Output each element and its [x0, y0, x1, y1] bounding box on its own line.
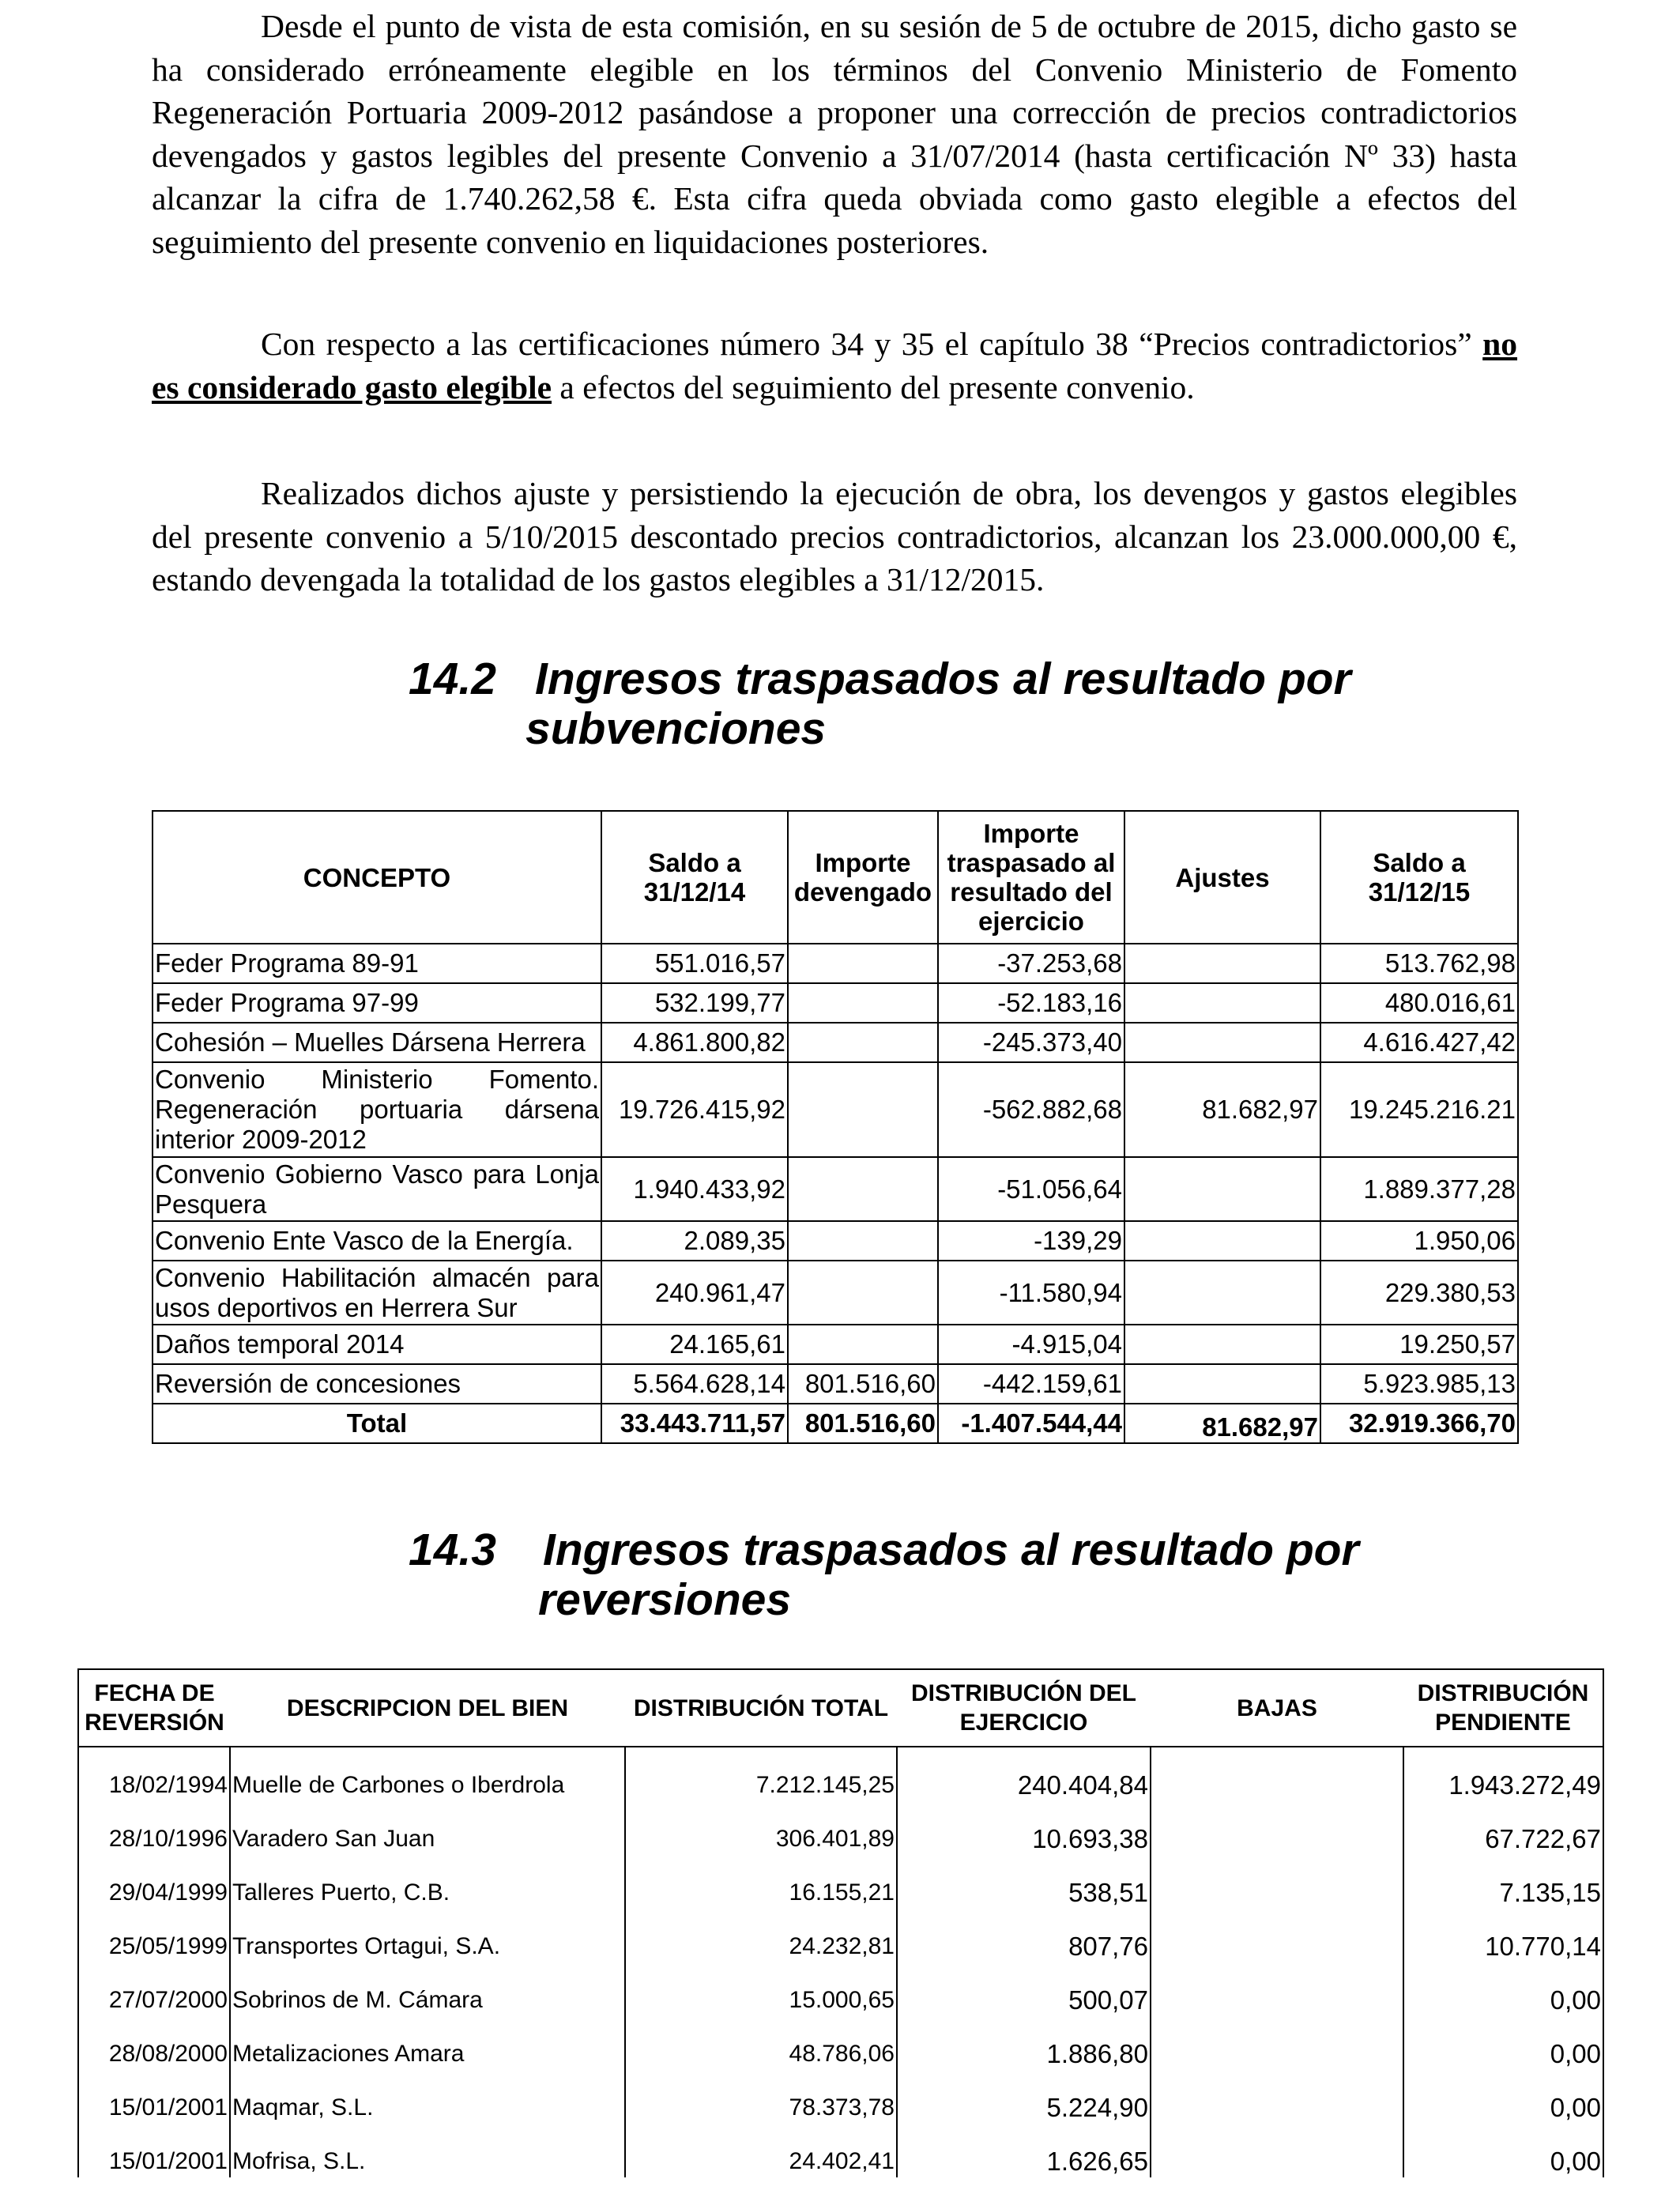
cell-total-saldo-14: 33.443.711,57	[601, 1404, 788, 1443]
table-row	[78, 1909, 1603, 1962]
header-importe-devengado: Importe devengado	[788, 811, 938, 944]
cell-saldo-14: 19.726.415,92	[601, 1062, 788, 1157]
cell-saldo-14: 4.861.800,82	[601, 1023, 788, 1062]
table-subvenciones	[152, 810, 1519, 1444]
cell-ajustes	[1124, 1364, 1320, 1404]
cell-devengado	[788, 1157, 938, 1221]
cell-distribucion-ejercicio: 5.224,90	[897, 2070, 1151, 2124]
header-fecha-reversion: FECHA DE REVERSIÓN	[78, 1669, 230, 1747]
cell-distribucion-pendiente: 0,00	[1403, 2016, 1603, 2070]
cell-distribucion-total: 15.000,65	[625, 1962, 897, 2016]
cell-saldo-15: 1.889.377,28	[1320, 1157, 1518, 1221]
cell-saldo-15: 229.380,53	[1320, 1261, 1518, 1325]
cell-fecha: 15/01/2001	[78, 2124, 230, 2177]
cell-saldo-15: 1.950,06	[1320, 1221, 1518, 1261]
cell-descripcion: Varadero San Juan	[230, 1801, 625, 1855]
section-heading-14-2: 14.2 Ingresos traspasados al resultado por subvenciones	[409, 654, 1351, 754]
cell-distribucion-total: 7.212.145,25	[625, 1747, 897, 1801]
cell-bajas	[1151, 2016, 1403, 2070]
cell-devengado	[788, 944, 938, 983]
cell-saldo-14: 551.016,57	[601, 944, 788, 983]
cell-distribucion-pendiente: 1.943.272,49	[1403, 1747, 1603, 1801]
cell-distribucion-pendiente: 67.722,67	[1403, 1801, 1603, 1855]
table-row	[153, 1325, 1518, 1364]
cell-fecha: 25/05/1999	[78, 1909, 230, 1962]
cell-saldo-14: 24.165,61	[601, 1325, 788, 1364]
cell-descripcion: Maqmar, S.L.	[230, 2070, 625, 2124]
cell-concepto: Feder Programa 97-99	[153, 983, 601, 1023]
table-row	[153, 1261, 1518, 1325]
cell-descripcion: Muelle de Carbones o Iberdrola	[230, 1747, 625, 1801]
cell-saldo-15: 5.923.985,13	[1320, 1364, 1518, 1404]
cell-traspasado: -52.183,16	[938, 983, 1124, 1023]
cell-bajas	[1151, 2070, 1403, 2124]
cell-fecha: 28/10/1996	[78, 1801, 230, 1855]
cell-distribucion-ejercicio: 240.404,84	[897, 1747, 1151, 1801]
underlined-not-eligible: no es considerado gasto elegible	[152, 326, 1518, 405]
cell-distribucion-pendiente: 10.770,14	[1403, 1909, 1603, 1962]
cell-concepto: Convenio Ente Vasco de la Energía.	[153, 1221, 601, 1261]
cell-saldo-14: 5.564.628,14	[601, 1364, 788, 1404]
cell-ajustes	[1124, 1261, 1320, 1325]
cell-saldo-14: 240.961,47	[601, 1261, 788, 1325]
cell-distribucion-total: 78.373,78	[625, 2070, 897, 2124]
cell-bajas	[1151, 1855, 1403, 1909]
cell-descripcion: Mofrisa, S.L.	[230, 2124, 625, 2177]
cell-distribucion-ejercicio: 1.886,80	[897, 2016, 1151, 2070]
cell-distribucion-ejercicio: 10.693,38	[897, 1801, 1151, 1855]
cell-bajas	[1151, 1962, 1403, 2016]
cell-total-ajustes: 81.682,97	[1124, 1404, 1320, 1443]
cell-ajustes	[1124, 1023, 1320, 1062]
cell-saldo-15: 19.250,57	[1320, 1325, 1518, 1364]
table-row	[78, 2016, 1603, 2070]
paragraph-adjustments: Realizados dichos ajuste y persistiendo la ejecución de obra, los devengos y gastos elegibles del presente convenio a 5/10/2015 descontado precios contradictorios, alcanzan los 23.000.000,00 €, estando devengada la totalidad de los gastos elegibles a 31/12/2015.	[152, 475, 1517, 598]
cell-distribucion-pendiente: 7.135,15	[1403, 1855, 1603, 1909]
cell-traspasado: -139,29	[938, 1221, 1124, 1261]
cell-traspasado: -245.373,40	[938, 1023, 1124, 1062]
cell-bajas	[1151, 1909, 1403, 1962]
cell-concepto: Daños temporal 2014	[153, 1325, 601, 1364]
table-row	[78, 1962, 1603, 2016]
cell-distribucion-ejercicio: 538,51	[897, 1855, 1151, 1909]
table-row	[153, 1062, 1518, 1157]
cell-traspasado: -11.580,94	[938, 1261, 1124, 1325]
cell-descripcion: Transportes Ortagui, S.A.	[230, 1909, 625, 1962]
header-saldo-15: Saldo a 31/12/15	[1320, 811, 1518, 944]
cell-total-traspasado: -1.407.544,44	[938, 1404, 1124, 1443]
cell-concepto: Reversión de concesiones	[153, 1364, 601, 1404]
cell-ajustes	[1124, 983, 1320, 1023]
cell-bajas	[1151, 1801, 1403, 1855]
header-distribucion-pendiente: DISTRIBUCIÓN PENDIENTE	[1403, 1669, 1603, 1747]
table-row	[78, 2070, 1603, 2124]
cell-total-label: Total	[153, 1404, 601, 1443]
table-row	[153, 983, 1518, 1023]
table-row	[78, 1747, 1603, 1801]
header-bajas: BAJAS	[1151, 1669, 1403, 1747]
cell-fecha: 28/08/2000	[78, 2016, 230, 2070]
table-row	[153, 1221, 1518, 1261]
header-ajustes: Ajustes	[1124, 811, 1320, 944]
cell-fecha: 18/02/1994	[78, 1747, 230, 1801]
cell-ajustes: 81.682,97	[1124, 1062, 1320, 1157]
cell-devengado	[788, 1221, 938, 1261]
section-heading-14-3: 14.3 Ingresos traspasados al resultado por reversiones	[409, 1525, 1359, 1625]
table-total-row	[153, 1404, 1518, 1443]
cell-devengado	[788, 1062, 938, 1157]
cell-devengado	[788, 1325, 938, 1364]
table-row	[153, 1364, 1518, 1404]
cell-distribucion-pendiente: 0,00	[1403, 1962, 1603, 2016]
cell-saldo-14: 532.199,77	[601, 983, 788, 1023]
table-row	[153, 944, 1518, 983]
paragraph-commission: Desde el punto de vista de esta comisión, en su sesión de 5 de octubre de 2015, dicho gasto se ha considerado erróneamente elegible en los términos del Convenio Ministerio de Fomento Regeneración Portuaria 2009-2012 pasándose a proponer una corrección de precios contradictorios devengados y gastos legibles del presente Convenio a 31/07/2014 (hasta certificación Nº 33) hasta alcanzar la cifra de 1.740.262,58 €. Esta cifra queda obviada como gasto elegible a efectos del seguimiento del presente convenio en liquidaciones posteriores.	[152, 8, 1517, 260]
table-row	[153, 1157, 1518, 1221]
cell-distribucion-ejercicio: 1.626,65	[897, 2124, 1151, 2177]
cell-devengado: 801.516,60	[788, 1364, 938, 1404]
cell-traspasado: -442.159,61	[938, 1364, 1124, 1404]
cell-concepto: Convenio Habilitación almacén para usos deportivos en Herrera Sur	[153, 1261, 601, 1325]
header-descripcion: DESCRIPCION DEL BIEN	[230, 1669, 625, 1747]
header-concepto: CONCEPTO	[153, 811, 601, 944]
cell-saldo-14: 2.089,35	[601, 1221, 788, 1261]
cell-bajas	[1151, 2124, 1403, 2177]
cell-distribucion-total: 24.402,41	[625, 2124, 897, 2177]
cell-descripcion: Talleres Puerto, C.B.	[230, 1855, 625, 1909]
table-reversiones	[77, 1668, 1604, 2177]
table-header-row	[78, 1669, 1603, 1747]
cell-distribucion-ejercicio: 500,07	[897, 1962, 1151, 2016]
cell-descripcion: Sobrinos de M. Cámara	[230, 1962, 625, 2016]
cell-distribucion-total: 16.155,21	[625, 1855, 897, 1909]
cell-saldo-15: 4.616.427,42	[1320, 1023, 1518, 1062]
cell-fecha: 15/01/2001	[78, 2070, 230, 2124]
paragraph-certifications: Con respecto a las certificaciones número 34 y 35 el capítulo 38 “Precios contradictorios” no es considerado gasto elegible a efectos del seguimiento del presente convenio.	[152, 326, 1518, 405]
table-row	[78, 2124, 1603, 2177]
table-row	[78, 1855, 1603, 1909]
cell-saldo-15: 19.245.216.21	[1320, 1062, 1518, 1157]
cell-saldo-15: 513.762,98	[1320, 944, 1518, 983]
cell-traspasado: -51.056,64	[938, 1157, 1124, 1221]
table-row	[78, 1801, 1603, 1855]
header-distribucion-ejercicio: DISTRIBUCIÓN DEL EJERCICIO	[897, 1669, 1151, 1747]
cell-ajustes	[1124, 1157, 1320, 1221]
cell-fecha: 27/07/2000	[78, 1962, 230, 2016]
cell-devengado	[788, 983, 938, 1023]
cell-concepto: Convenio Gobierno Vasco para Lonja Pesquera	[153, 1157, 601, 1221]
cell-concepto: Feder Programa 89-91	[153, 944, 601, 983]
table-header-row	[153, 811, 1518, 944]
cell-saldo-15: 480.016,61	[1320, 983, 1518, 1023]
cell-descripcion: Metalizaciones Amara	[230, 2016, 625, 2070]
cell-total-devengado: 801.516,60	[788, 1404, 938, 1443]
cell-ajustes	[1124, 1221, 1320, 1261]
cell-distribucion-ejercicio: 807,76	[897, 1909, 1151, 1962]
cell-bajas	[1151, 1747, 1403, 1801]
cell-traspasado: -37.253,68	[938, 944, 1124, 983]
header-importe-traspasado: Importe traspasado al resultado del ejercicio	[938, 811, 1124, 944]
cell-concepto: Cohesión – Muelles Dársena Herrera	[153, 1023, 601, 1062]
cell-devengado	[788, 1261, 938, 1325]
header-distribucion-total: DISTRIBUCIÓN TOTAL	[625, 1669, 897, 1747]
cell-saldo-14: 1.940.433,92	[601, 1157, 788, 1221]
cell-traspasado: -4.915,04	[938, 1325, 1124, 1364]
cell-distribucion-pendiente: 0,00	[1403, 2124, 1603, 2177]
cell-concepto: Convenio Ministerio Fomento. Regeneración portuaria dársena interior 2009-2012	[153, 1062, 601, 1157]
cell-total-saldo-15: 32.919.366,70	[1320, 1404, 1518, 1443]
cell-distribucion-total: 48.786,06	[625, 2016, 897, 2070]
cell-distribucion-pendiente: 0,00	[1403, 2070, 1603, 2124]
cell-ajustes	[1124, 1325, 1320, 1364]
header-saldo-14: Saldo a 31/12/14	[601, 811, 788, 944]
cell-devengado	[788, 1023, 938, 1062]
cell-fecha: 29/04/1999	[78, 1855, 230, 1909]
cell-traspasado: -562.882,68	[938, 1062, 1124, 1157]
table-row	[153, 1023, 1518, 1062]
cell-distribucion-total: 24.232,81	[625, 1909, 897, 1962]
cell-ajustes	[1124, 944, 1320, 983]
cell-distribucion-total: 306.401,89	[625, 1801, 897, 1855]
